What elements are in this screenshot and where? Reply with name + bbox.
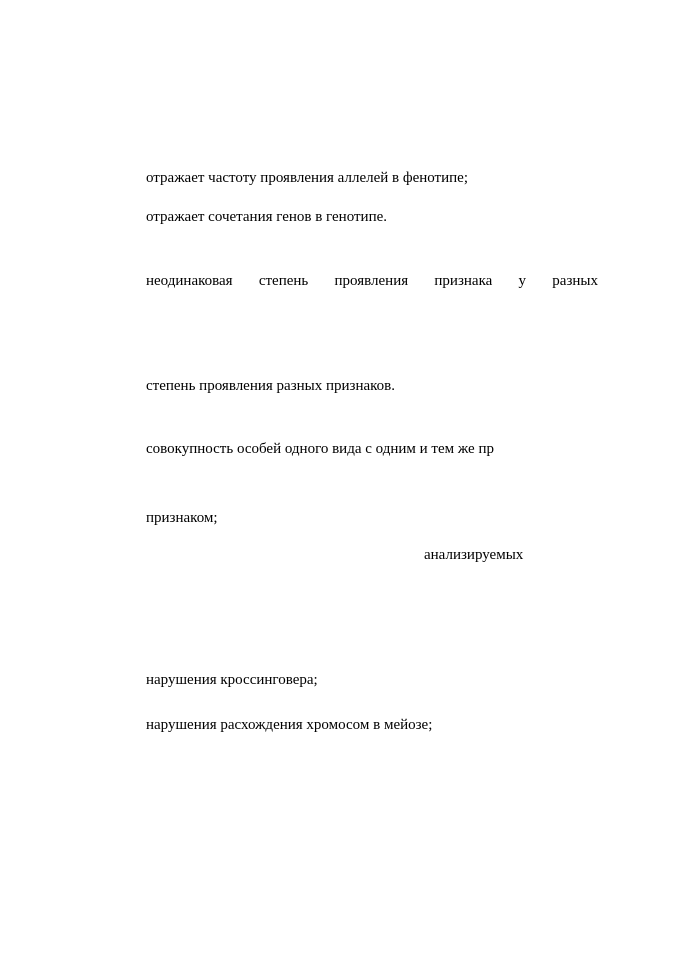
text-line-population-individuals: совокупность особей одного вида с одним и тем же пр [146,441,494,457]
text-line-unequal-expression: неодинаковая степень проявления признака у разных [146,273,598,289]
text-line-gene-combinations: отражает сочетания генов в генотипе. [146,209,388,225]
text-line-chromosome-segregation-disorders: нарушения расхождения хромосом в мейозе; [146,717,433,733]
text-line-different-traits: степень проявления разных признаков. [146,378,396,394]
text-line-trait: признаком; [146,510,218,526]
text-line-crossing-over-disorders: нарушения кроссинговера; [146,672,318,688]
text-line-analyzed: анализируемых [424,547,524,563]
text-line-allele-frequency: отражает частоту проявления аллелей в фенотипе; [146,170,468,186]
